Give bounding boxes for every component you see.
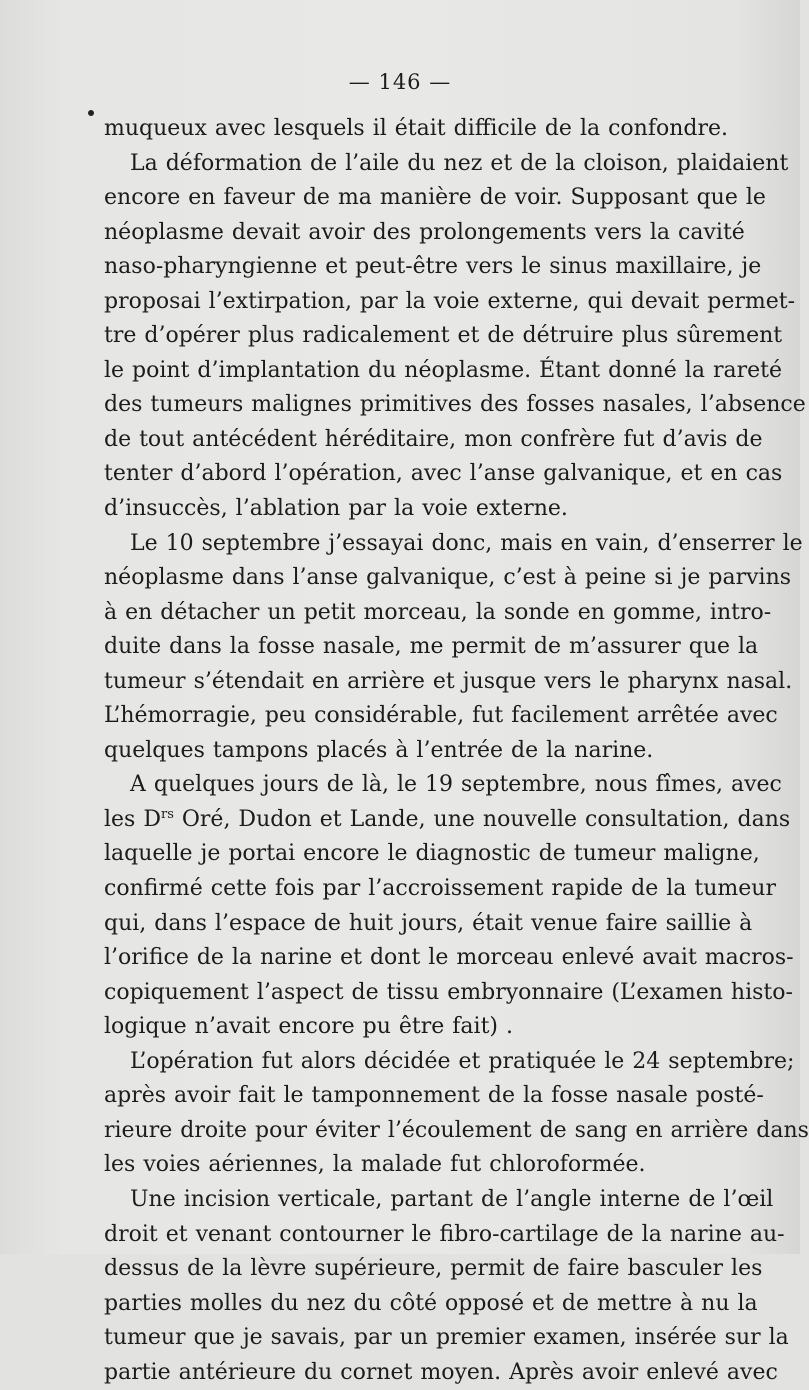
text-line: quelques tampons placés à l’entrée de la narine.	[104, 737, 654, 763]
text-line: néoplasme devait avoir des prolongements vers la cavité	[104, 219, 745, 245]
text-line: tumeur que je savais, par un premier examen, insérée sur la	[104, 1325, 789, 1351]
margin-dot-mark	[88, 110, 94, 116]
text-line: le point d’implantation du néoplasme. Étant donné la rareté	[104, 357, 782, 383]
text-line: L’opération fut alors décidée et pratiquée le 24 septembre;	[130, 1048, 795, 1074]
text-line: les voies aériennes, la malade fut chloroformée.	[104, 1152, 646, 1178]
text-line: après avoir fait le tamponnement de la fosse nasale posté-	[104, 1083, 764, 1109]
text-line: L’hémorragie, peu considérable, fut facilement arrêtée avec	[104, 703, 778, 729]
text-line: logique n’avait encore pu être fait) .	[104, 1014, 513, 1040]
text-line: Le 10 septembre j’essayai donc, mais en vain, d’enserrer le	[130, 530, 803, 556]
text-line	[104, 803, 791, 838]
text-line: tre d’opérer plus radicalement et de détruire plus sûrement	[104, 323, 783, 349]
text-line: encore en faveur de ma manière de voir. Supposant que le	[104, 185, 766, 211]
text-line: d’insuccès, l’ablation par la voie externe.	[104, 496, 568, 522]
text-line: partie antérieure du cornet moyen. Après avoir enlevé avec	[104, 1359, 778, 1385]
text-line: qui, dans l’espace de huit jours, était venue faire saillie à	[104, 910, 753, 936]
text-line: naso-pharyngienne et peut-être vers le sinus maxillaire, je	[104, 254, 762, 280]
text-line: laquelle je portai encore le diagnostic de tumeur maligne,	[104, 841, 760, 867]
text-line: dessus de la lèvre supérieure, permit de faire basculer les	[104, 1256, 763, 1282]
text-line: Une incision verticale, partant de l’angle interne de l’œil	[130, 1186, 774, 1212]
text-line: tenter d’abord l’opération, avec l’anse galvanique, et en cas	[104, 461, 783, 487]
text-line-part: les D	[104, 806, 161, 832]
text-line: A quelques jours de là, le 19 septembre, nous fîmes, avec	[130, 772, 782, 798]
text-line: néoplasme dans l’anse galvanique, c’est à peine si je parvins	[104, 565, 792, 591]
text-line: de tout antécédent héréditaire, mon confrère fut d’avis de	[104, 426, 763, 452]
text-line: copiquement l’aspect de tissu embryonnaire (L’examen histo-	[104, 979, 793, 1005]
text-line-part: Oré, Dudon et Lande, une nouvelle consultation, dans	[173, 806, 791, 832]
text-line: tumeur s’étendait en arrière et jusque vers le pharynx nasal.	[104, 668, 793, 694]
text-line: parties molles du nez du côté opposé et de mettre à nu la	[104, 1290, 758, 1316]
text-line: muqueux avec lesquels il était difficile de la confondre.	[104, 116, 728, 141]
text-line: des tumeurs malignes primitives des fosses nasales, l’absence	[104, 392, 806, 418]
text-line: proposai l’extirpation, par la voie externe, qui devait permet-	[104, 288, 796, 314]
text-line: l’orifice de la narine et dont le morceau enlevé avait macros-	[104, 945, 794, 971]
text-line: à en détacher un petit morceau, la sonde en gomme, intro-	[104, 599, 772, 625]
text-line: confirmé cette fois par l’accroissement rapide de la tumeur	[104, 876, 776, 902]
text-line: La déformation de l’aile du nez et de la cloison, plaidaient	[130, 150, 789, 176]
body-text	[104, 112, 809, 1390]
text-line: droit et venant contourner le fibro-cartilage de la narine au-	[104, 1221, 785, 1247]
text-line: duite dans la fosse nasale, me permit de m’assurer que la	[104, 634, 759, 660]
text-line: rieure droite pour éviter l’écoulement de sang en arrière dans	[104, 1117, 809, 1143]
page-number: — 146 —	[348, 70, 452, 94]
superscript-rs: rs	[160, 806, 174, 822]
